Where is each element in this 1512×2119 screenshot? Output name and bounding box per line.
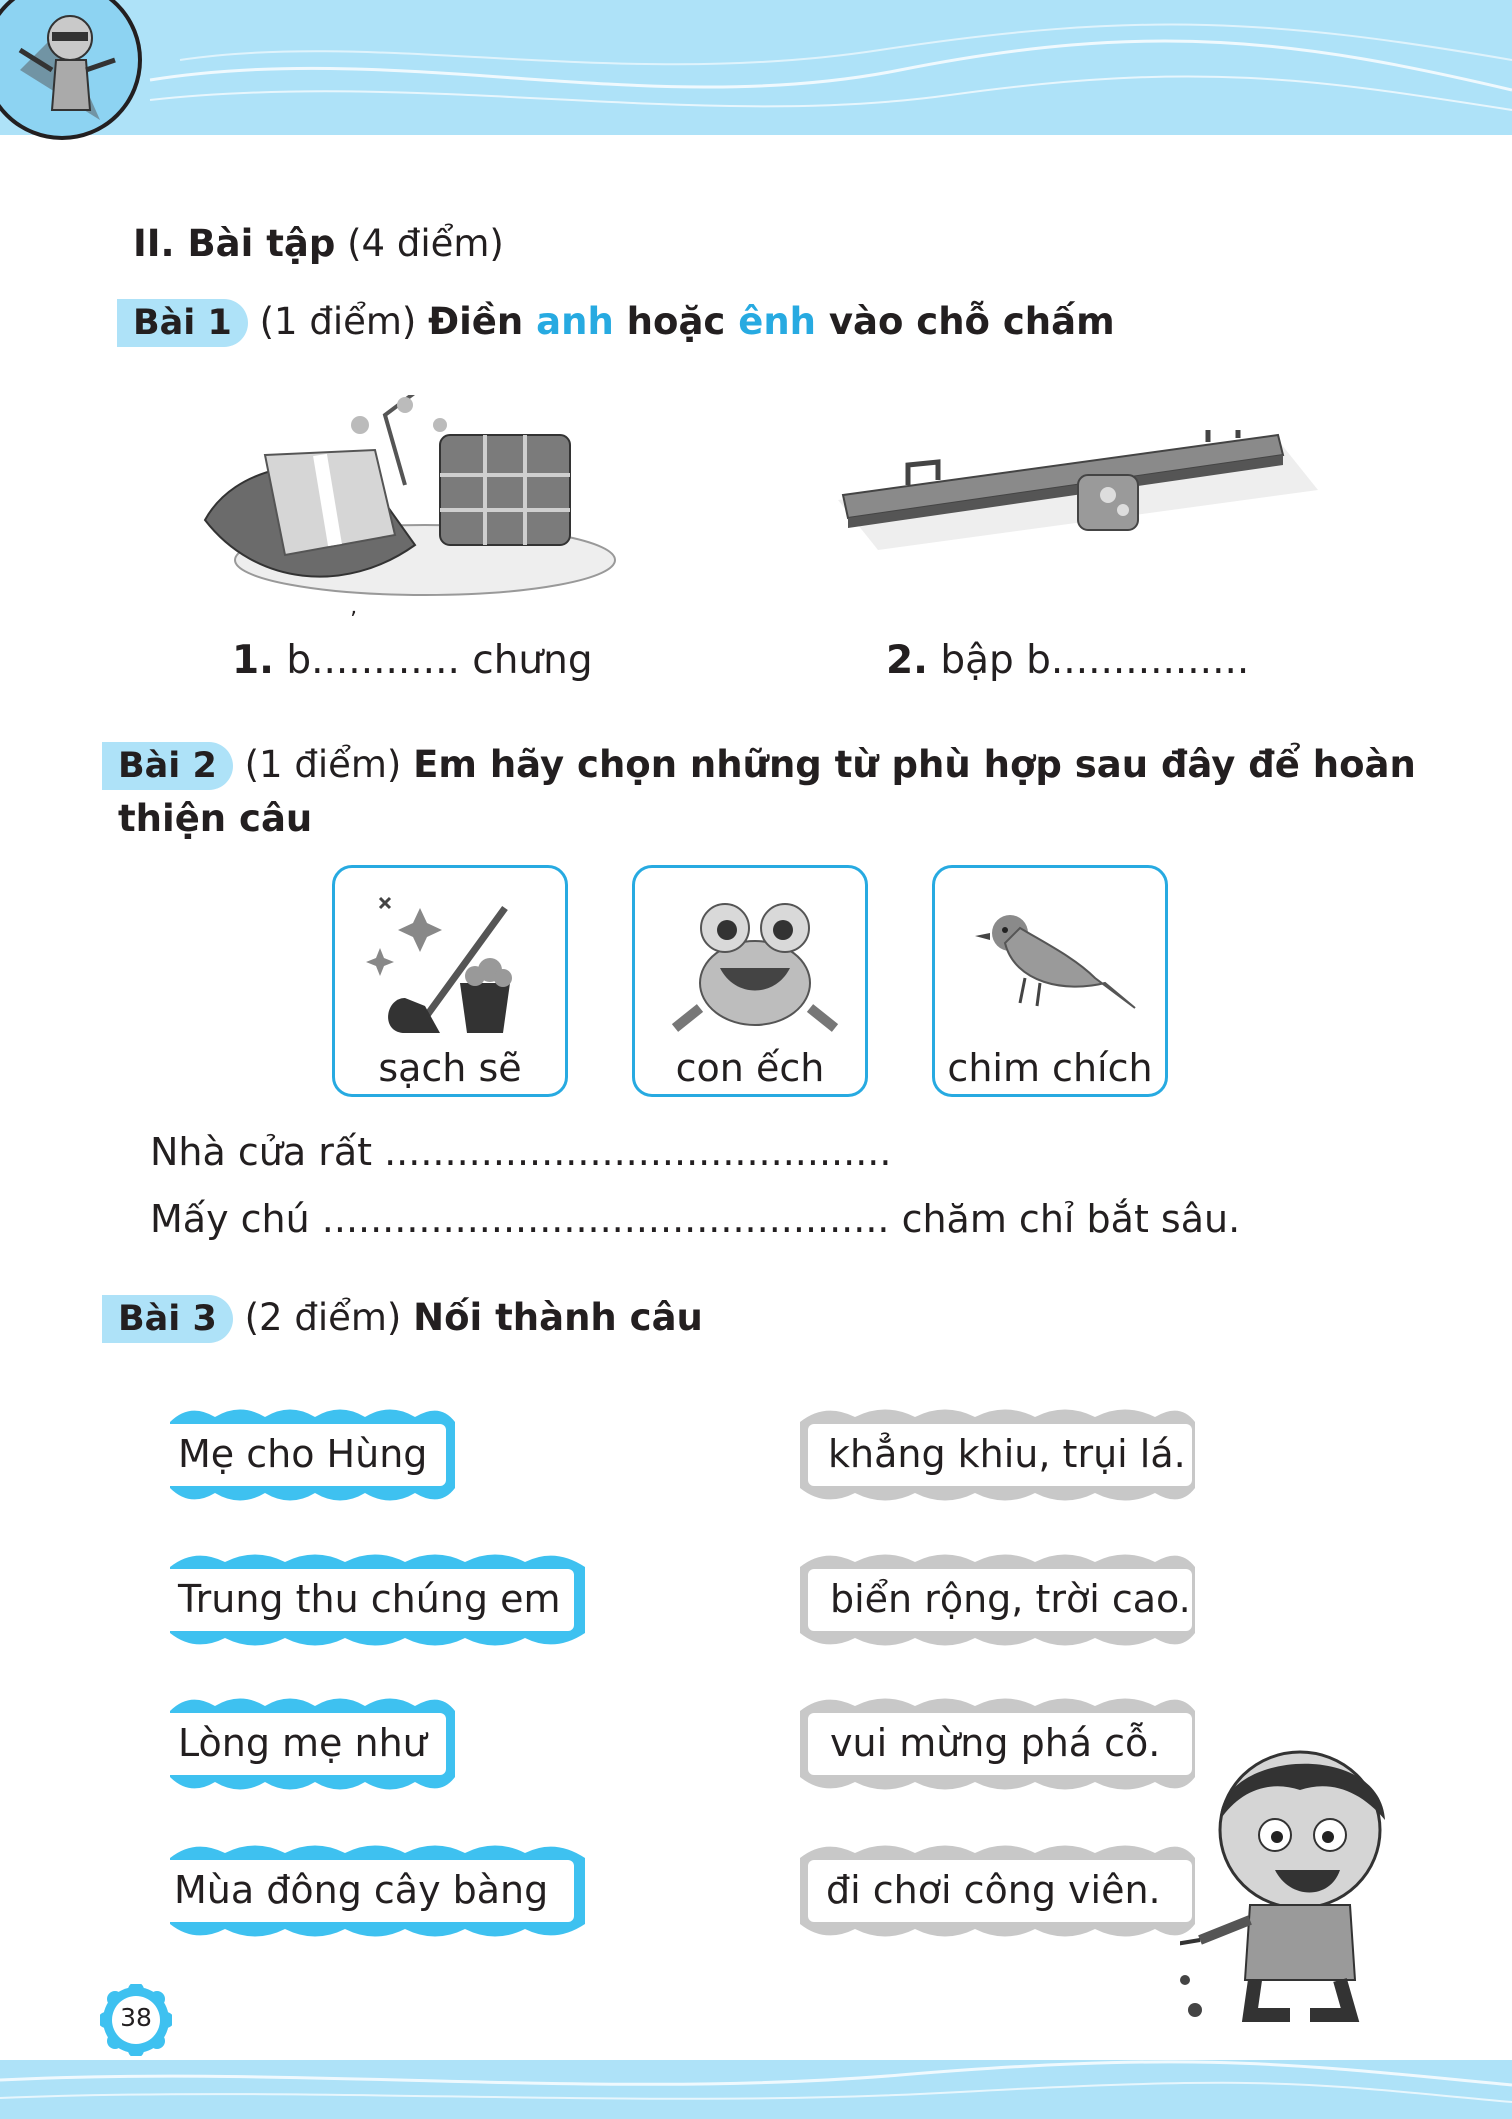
bai1-points: (1 điểm) [247,300,429,343]
bai1-question [117,299,1115,347]
superhero-mascot-icon [0,0,142,150]
bai3-label: Bài 3 [102,1295,233,1343]
right-chip-1[interactable] [790,1402,1200,1508]
banh-chung-picture-icon [195,395,620,605]
left-chip-1[interactable] [160,1402,460,1508]
bird-icon [965,888,1145,1038]
bai1-instr-b: hoặc [613,300,739,343]
bai1-item2 [886,638,1249,683]
bai3-question [102,1295,703,1343]
bai2-instr-line2: thiện câu [118,797,313,840]
bai2-label: Bài 2 [102,742,233,790]
right-chip-3[interactable] [790,1691,1200,1797]
left-chip-text: Mẹ cho Hùng [178,1432,428,1476]
bai1-item2-number: 2. [886,638,928,683]
seesaw-picture-icon [838,430,1318,590]
right-chip-text: vui mừng phá cỗ. [830,1721,1161,1765]
bai3-points: (2 điểm) [232,1296,414,1339]
bai2-question [102,742,1416,790]
bai3-instr: Nối thành câu [413,1296,703,1339]
cleaning-mop-bucket-icon [365,888,545,1038]
right-chip-text: đi chơi công viên. [826,1868,1161,1912]
left-chip-text: Lòng mẹ như [178,1721,427,1765]
frog-icon [665,888,845,1038]
section-title [133,222,504,265]
bai1-word-enh: ênh [738,300,817,343]
page-number-badge [100,1984,172,2056]
bai1-item1 [232,638,593,683]
top-header-band [0,0,1512,135]
section-title-points: (4 điểm) [335,222,504,265]
bai1-instr-c: vào chỗ chấm [816,300,1115,343]
right-chip-2[interactable] [790,1547,1200,1653]
painting-boy-icon [1180,1740,1420,2025]
bottom-footer-band [0,2060,1512,2119]
bai2-points: (1 điểm) [232,743,414,786]
left-chip-4[interactable] [160,1838,590,1944]
word-card-con-ech[interactable] [632,865,868,1097]
right-chip-4[interactable] [790,1838,1200,1944]
bai2-question-line2 [118,797,312,840]
card-label: con ếch [675,1046,825,1090]
bai2-instr-line1: Em hãy chọn những từ phù hợp sau đây để hoàn [413,743,1416,786]
bai1-label: Bài 1 [117,299,248,347]
left-chip-3[interactable] [160,1691,460,1797]
bai1-item1-accent: ʼ [350,608,357,633]
left-chip-text: Trung thu chúng em [178,1577,561,1621]
word-card-chim-chich[interactable] [932,865,1168,1097]
fill-sentence-2: Mấy chú ............................................... chăm chỉ bắt sâu. [150,1197,1241,1241]
word-card-sach-se[interactable] [332,865,568,1097]
right-chip-text: biển rộng, trời cao. [830,1577,1191,1621]
page-number: 38 [120,2003,152,2032]
bai1-item1-number: 1. [232,638,274,683]
right-chip-text: khẳng khiu, trụi lá. [828,1432,1186,1476]
bai1-word-anh: anh [536,300,614,343]
left-chip-2[interactable] [160,1547,590,1653]
bai1-item1-text: b............ chưng [273,638,593,683]
bai1-item2-text: bập b................ [927,638,1250,683]
bai1-instr-a: Điền [428,300,537,343]
left-chip-text: Mùa đông cây bàng [174,1868,549,1912]
fill-sentence-1: Nhà cửa rất .......................................... [150,1130,892,1174]
card-label: chim chích [947,1046,1153,1090]
wave-pattern [0,2060,1512,2119]
section-title-bold: II. Bài tập [133,222,336,265]
wave-pattern [0,0,1512,135]
card-label: sạch sẽ [378,1046,522,1090]
